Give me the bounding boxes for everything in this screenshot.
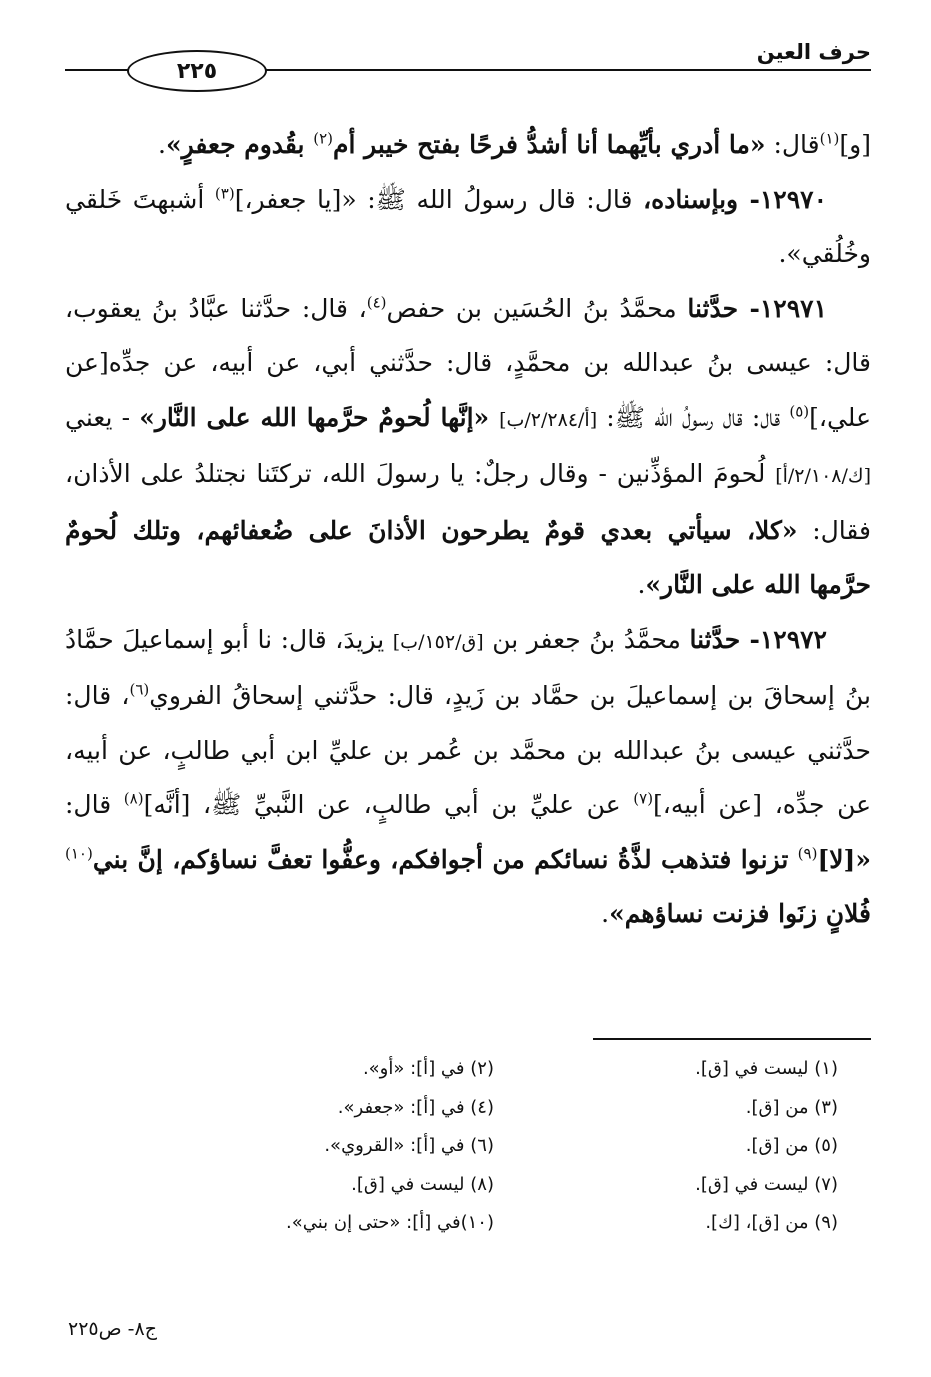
isnad-keyword: حدَّثنا bbox=[689, 624, 741, 654]
footer-volume-page: ج٨- ص٢٢٥ bbox=[68, 1318, 157, 1340]
footnote-marker: (٥) bbox=[789, 402, 810, 421]
footnote-3: (٣) من [ق]. bbox=[745, 1096, 838, 1118]
isnad-keyword: وبإسناده، bbox=[643, 184, 739, 214]
paragraph-1 bbox=[65, 118, 871, 173]
manuscript-ref: [ك/٢/١٠٨/أ] bbox=[775, 465, 871, 487]
paragraph-12970 bbox=[65, 173, 871, 282]
footnote-4: (٤) في [أ]: «جعفر». bbox=[337, 1096, 494, 1118]
footnote-marker: (٦) bbox=[129, 680, 150, 699]
text-segment: قال: قال رسولُ الله ﷺ: «[يا جعفر،] bbox=[234, 184, 644, 214]
text-segment: قال: قال رسولُ الله ﷺ: bbox=[597, 402, 790, 432]
paragraph-12971 bbox=[65, 282, 871, 613]
hadith-number: ١٢٩٧٠- bbox=[738, 184, 827, 214]
text-segment: عن عليِّ بن أبي طالبٍ، عن النَّبيِّ ﷺ، [أنَّه] bbox=[143, 790, 634, 819]
main-text bbox=[65, 118, 871, 942]
text-segment: محمَّدُ بنُ الحُسَين بن حفص bbox=[386, 293, 688, 323]
footnote-1: (١) ليست في [ق]. bbox=[695, 1058, 838, 1079]
text-segment: لُحومَ المؤذِّنين - وقال رجلٌ: يا رسولَ الله، تركتَنا نجتلدُ على الأذان، فقال: bbox=[65, 459, 871, 545]
footnotes bbox=[190, 1050, 838, 1243]
text-segment: . bbox=[637, 570, 646, 599]
hadith-number: ١٢٩٧١- bbox=[738, 293, 827, 323]
hadith-number: ١٢٩٧٢- bbox=[740, 624, 827, 654]
footnote-marker: (١) bbox=[819, 129, 840, 148]
text-segment: قال: bbox=[765, 130, 820, 159]
hadith-text: «ما أدري بأيِّهما أنا أشدُّ فرحًا بفتح خيبر أم bbox=[333, 130, 766, 159]
footnote-10: (١٠)في [أ]: «حتى إن بني». bbox=[286, 1212, 494, 1233]
page-header bbox=[65, 40, 871, 90]
footnote-marker: (٣) bbox=[214, 184, 235, 203]
manuscript-ref: [أ/٢/٢٨٤/ب] bbox=[499, 408, 598, 431]
footnote-marker: (٢) bbox=[313, 129, 333, 148]
footnote-6: (٦) في [أ]: «القروي». bbox=[324, 1135, 494, 1156]
footnote-separator bbox=[593, 1038, 871, 1040]
hadith-text: «إنَّها لُحومٌ حرَّمها الله على النَّار» bbox=[139, 402, 500, 432]
text-segment: . bbox=[601, 899, 610, 928]
hadith-text: فُلانٍ زنَوا فزنت نساؤهم» bbox=[609, 899, 871, 928]
hadith-text: «[لا] bbox=[817, 844, 871, 874]
hadith-text: «كلا، سيأتي بعدي قومٌ يطرحون الأذانَ على ضُعفائهم، وتلك لُحومٌ حرَّمها الله على النَّار» bbox=[65, 515, 871, 599]
footnote-marker: (٩) bbox=[797, 844, 818, 863]
paragraph-12972 bbox=[65, 613, 871, 942]
footnote-8: (٨) ليست في [ق]. bbox=[351, 1173, 494, 1195]
text-segment: قال: bbox=[65, 790, 124, 819]
footnote-marker: (١٠) bbox=[65, 844, 93, 863]
footnote-2: (٢) في [أ]: «أو». bbox=[362, 1058, 494, 1079]
hadith-text: تزنوا فتذهب لذَّةُ نسائكم من أجوافكم، وعفُّوا تعفَّ نساؤكم، إنَّ بني bbox=[92, 844, 798, 874]
footnote-5: (٥) من [ق]. bbox=[745, 1135, 838, 1156]
text-segment: - يعني bbox=[65, 402, 140, 432]
text-segment: محمَّدُ بنُ جعفر بن bbox=[483, 624, 690, 654]
hadith-text: بقُدوم جعفرٍ» bbox=[165, 130, 314, 159]
text-segment: أشبهتَ خَلقي وخُلُقي». bbox=[65, 184, 871, 268]
manuscript-ref: [ق/١٥٢/ب] bbox=[392, 630, 484, 653]
text-segment: . bbox=[158, 130, 166, 159]
footnote-7: (٧) ليست في [ق]. bbox=[695, 1173, 838, 1195]
footnote-marker: (٨) bbox=[123, 789, 144, 808]
text-segment: يزيدَ، قال: نا أبو إسماعيلَ حمَّادُ بنُ إسحاقَ بن إسماعيلَ بن حمَّاد بن زَيدٍ، قال: حدَّثني إسحاقُ الفروي bbox=[65, 624, 871, 710]
footnote-marker: (٤) bbox=[366, 293, 387, 312]
text-segment: ، قال: حدَّثنا عبَّادُ بنُ يعقوب، قال: عيسى بنُ عبدالله بن محمَّدٍ، قال: حدَّثني أبي، عن أبيه، عن جدِّه[عن علي،] bbox=[65, 293, 871, 432]
chapter-title: حرف العين bbox=[751, 40, 871, 64]
page-number: ٢٢٥ bbox=[127, 50, 267, 92]
footnote-9: (٩) من [ق]، [ك]. bbox=[705, 1212, 838, 1233]
isnad-keyword: حدَّثنا bbox=[687, 293, 739, 323]
text-segment: ، قال: حدَّثني عيسى بنُ عبدالله بن محمَّد بن عُمر بن عليِّ ابن أبي طالبٍ، عن أبيه، عن جدِّه، [عن أبيه،] bbox=[65, 681, 872, 819]
text-segment: [و] bbox=[839, 130, 871, 159]
footnote-marker: (٧) bbox=[633, 789, 654, 808]
